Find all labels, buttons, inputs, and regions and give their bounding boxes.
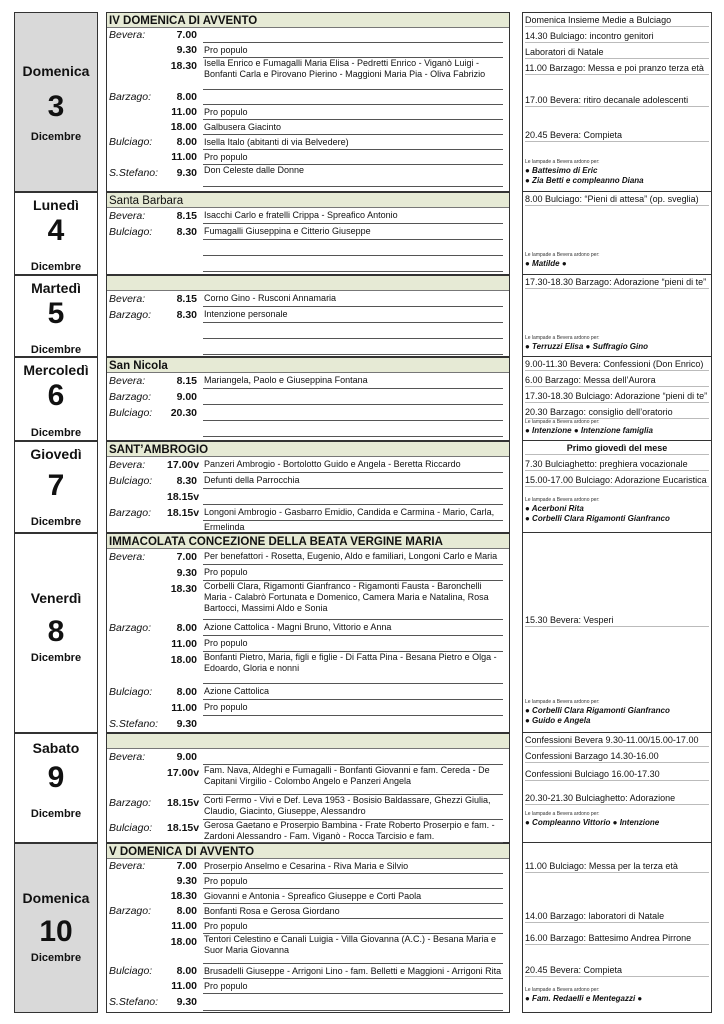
mass-time: 9.30 bbox=[176, 167, 197, 179]
event-line: 20.45 Bevera: Compieta bbox=[525, 965, 709, 977]
mass-row bbox=[107, 489, 509, 505]
feast-title: V DOMENICA DI AVVENTO bbox=[107, 843, 509, 859]
mass-intention: Azione Cattolica bbox=[203, 684, 503, 700]
month-name: Dicembre bbox=[30, 131, 82, 143]
day-header bbox=[14, 192, 98, 275]
mass-time: 18.00 bbox=[170, 654, 197, 666]
mass-intention bbox=[203, 994, 503, 1011]
mass-row bbox=[107, 165, 509, 187]
mass-row bbox=[107, 795, 509, 820]
mass-time: 11.00 bbox=[171, 638, 197, 650]
mass-place: Bevera: bbox=[109, 860, 146, 872]
mass-place: Bevera: bbox=[109, 551, 146, 563]
event-line: 17.00 Bevera: ritiro decanale adolescenti bbox=[525, 95, 709, 107]
weekday-name: Domenica bbox=[22, 63, 90, 79]
mass-place: Bulciago: bbox=[109, 407, 153, 419]
events-column bbox=[522, 357, 712, 441]
feast-title bbox=[107, 275, 509, 291]
mass-row bbox=[107, 373, 509, 389]
masses-column bbox=[106, 843, 510, 1013]
mass-place: Bevera: bbox=[109, 459, 146, 471]
mass-time: 9.00 bbox=[176, 751, 197, 763]
mass-place: Bevera: bbox=[109, 293, 146, 305]
lamp-intention: ● Zia Betti e compleanno Diana bbox=[525, 176, 644, 185]
day-header bbox=[14, 733, 98, 843]
event-line: 17.30-18.30 Barzago: Adorazione “pieni di te” bbox=[525, 277, 709, 289]
day-number: 6 bbox=[47, 379, 65, 412]
mass-row bbox=[107, 120, 509, 135]
mass-time: 18.00 bbox=[170, 121, 197, 133]
mass-row bbox=[107, 135, 509, 150]
mass-time: 9.30 bbox=[176, 718, 197, 730]
weekday-name: Giovedì bbox=[30, 446, 82, 462]
mass-place: Bulciago: bbox=[109, 226, 153, 238]
mass-intention: Gerosa Gaetano e Proserpio Bambina - Frate Roberto Proserpio e fam. - Zardoni Alessandro - Fam. Viganò - Rocca Tarcisio e fam. bbox=[203, 820, 503, 843]
event-line: Confessioni Barzago 14.30-16.00 bbox=[525, 751, 709, 763]
weekday-name: Martedì bbox=[31, 280, 81, 296]
day-number: 4 bbox=[47, 214, 65, 247]
lamp-intention: ● Intenzione ● Intenzione famiglia bbox=[525, 426, 653, 435]
mass-time: 9.30 bbox=[176, 567, 197, 579]
mass-intention bbox=[203, 90, 503, 105]
mass-intention: Pro populo bbox=[203, 700, 503, 716]
mass-intention: Isella Italo (abitanti di via Belvedere) bbox=[203, 135, 503, 150]
mass-time: 11.00 bbox=[171, 151, 197, 163]
mass-intention: Per benefattori - Rosetta, Eugenio, Aldo e familiari, Longoni Carlo e Maria bbox=[203, 549, 503, 565]
event-line: 16.00 Barzago: Battesimo Andrea Pirrone bbox=[525, 933, 709, 945]
mass-intention: Pro populo bbox=[203, 919, 503, 934]
mass-row bbox=[107, 224, 509, 240]
month-name: Dicembre bbox=[30, 344, 82, 356]
mass-intention bbox=[203, 240, 503, 256]
event-line: 6.00 Barzago: Messa dell’Aurora bbox=[525, 375, 709, 387]
events-column bbox=[522, 192, 712, 275]
mass-intention bbox=[203, 339, 503, 355]
lamp-note: Le lampade a Bevera ardono per: bbox=[525, 335, 600, 341]
mass-time: 8.15 bbox=[176, 210, 197, 222]
mass-intention: Giovanni e Antonia - Spreafico Giuseppe e Corti Paola bbox=[203, 889, 503, 904]
lamp-intention: ● Matilde ● bbox=[525, 259, 567, 268]
mass-place: Bevera: bbox=[109, 375, 146, 387]
event-line: 20.45 Bevera: Compieta bbox=[525, 130, 709, 142]
mass-place: Barzago: bbox=[109, 91, 152, 103]
mass-time: 9.00 bbox=[176, 391, 197, 403]
mass-intention: Corti Fermo - Vivi e Def. Leva 1953 - Bosisio Baldassare, Ghezzi Giulia, Claudio, Giacinto, Giuseppe, Alessandro bbox=[203, 795, 503, 820]
lamp-intention: ● Acerboni Rita bbox=[525, 504, 584, 513]
mass-row bbox=[107, 919, 509, 934]
mass-row bbox=[107, 291, 509, 307]
mass-time: 18.15v bbox=[167, 822, 200, 834]
events-column bbox=[522, 733, 712, 843]
mass-time: 8.30 bbox=[176, 309, 197, 321]
mass-intention: Pro populo bbox=[203, 150, 503, 165]
mass-intention: Intenzione personale bbox=[203, 307, 503, 323]
mass-time: 11.00 bbox=[171, 980, 197, 992]
events-column bbox=[522, 843, 712, 1013]
mass-intention: Pro populo bbox=[203, 565, 503, 581]
mass-time: 9.30 bbox=[176, 44, 197, 56]
event-line: Laboratori di Natale bbox=[525, 47, 709, 59]
mass-intention: Mariangela, Paolo e Giuseppina Fontana bbox=[203, 373, 503, 389]
mass-place: Bevera: bbox=[109, 751, 146, 763]
lamp-note: Le lampade a Bevera ardono per: bbox=[525, 252, 600, 258]
lamp-intention: ● Battesimo di Eric bbox=[525, 166, 598, 175]
event-line: Domenica Insieme Medie a Bulciago bbox=[525, 15, 709, 27]
day-number: 7 bbox=[47, 469, 65, 502]
events-column bbox=[522, 533, 712, 733]
day-number: 9 bbox=[47, 761, 65, 794]
day-block bbox=[14, 192, 712, 275]
event-line: 7.30 Bulciaghetto: preghiera vocazionale bbox=[525, 459, 709, 471]
mass-row bbox=[107, 934, 509, 964]
mass-row bbox=[107, 505, 509, 532]
event-line: 20.30 Barzago: consiglio dell’oratorio bbox=[525, 407, 709, 419]
weekday-name: Lunedì bbox=[33, 197, 79, 213]
mass-intention: Corno Gino - Rusconi Annamaria bbox=[203, 291, 503, 307]
mass-row bbox=[107, 749, 509, 765]
mass-intention: Pro populo bbox=[203, 105, 503, 120]
lamp-note: Le lampade a Bevera ardono per: bbox=[525, 497, 600, 503]
mass-intention: Corbelli Clara, Rigamonti Gianfranco - Rigamonti Fausta - Baronchelli Maria - Calabrò Fortunata e Domenico, Camera Maria e Natalina, Rosa Bartocci, Massimi Aldo e Sonia bbox=[203, 581, 503, 620]
mass-time: 8.00 bbox=[176, 622, 197, 634]
mass-intention: Pro populo bbox=[203, 874, 503, 889]
event-line: 15.30 Bevera: Vesperi bbox=[525, 615, 709, 627]
events-column bbox=[522, 12, 712, 192]
mass-intention bbox=[203, 489, 503, 505]
month-name: Dicembre bbox=[30, 516, 82, 528]
mass-time: 18.15v bbox=[167, 507, 200, 519]
mass-intention bbox=[203, 749, 503, 765]
event-line: 8.00 Bulciago: “Pieni di attesa” (op. sveglia) bbox=[525, 194, 709, 206]
lamp-intention: ● Compleanno Vittorio ● Intenzione bbox=[525, 818, 660, 827]
masses-column bbox=[106, 733, 510, 843]
mass-place: Bevera: bbox=[109, 210, 146, 222]
mass-place: Bulciago: bbox=[109, 686, 153, 698]
event-line: 17.30-18.30 Bulciago: Adorazione “pieni di te” bbox=[525, 391, 708, 401]
masses-column bbox=[106, 441, 510, 533]
mass-row bbox=[107, 150, 509, 165]
day-block bbox=[14, 12, 712, 192]
mass-time: 18.30 bbox=[170, 60, 197, 72]
mass-intention bbox=[203, 28, 503, 43]
mass-row bbox=[107, 90, 509, 105]
weekday-name: Mercoledì bbox=[23, 362, 89, 378]
mass-row bbox=[107, 565, 509, 581]
mass-row bbox=[107, 652, 509, 684]
event-line: 11.00 Barzago: Messa e poi pranzo terza età bbox=[525, 63, 709, 75]
mass-intention: Isacchi Carlo e fratelli Crippa - Spreafico Antonio bbox=[203, 208, 503, 224]
lamp-note: Le lampade a Bevera ardono per: bbox=[525, 419, 600, 425]
month-name: Dicembre bbox=[30, 652, 82, 664]
mass-row bbox=[107, 389, 509, 405]
mass-time: 17.00v bbox=[167, 767, 200, 779]
mass-intention bbox=[203, 421, 503, 437]
lamp-note: Le lampade a Bevera ardono per: bbox=[525, 987, 600, 993]
day-number: 8 bbox=[47, 615, 65, 648]
day-header bbox=[14, 275, 98, 357]
mass-intention: Bonfanti Rosa e Gerosa Giordano bbox=[203, 904, 503, 919]
masses-column bbox=[106, 192, 510, 275]
mass-row bbox=[107, 323, 509, 339]
day-header bbox=[14, 843, 98, 1013]
mass-intention: Don Celeste dalle Donne bbox=[203, 165, 503, 187]
mass-time: 9.30 bbox=[176, 996, 197, 1008]
mass-place: Bulciago: bbox=[109, 965, 153, 977]
feast-title: IMMACOLATA CONCEZIONE DELLA BEATA VERGINE MARIA bbox=[107, 533, 509, 549]
month-name: Dicembre bbox=[30, 808, 82, 820]
mass-time: 17.00v bbox=[167, 459, 200, 471]
mass-time: 8.30 bbox=[176, 226, 197, 238]
mass-row bbox=[107, 620, 509, 636]
feast-title: San Nicola bbox=[107, 357, 509, 373]
mass-row bbox=[107, 457, 509, 473]
mass-row bbox=[107, 208, 509, 224]
mass-time: 8.00 bbox=[176, 965, 197, 977]
day-block bbox=[14, 357, 712, 441]
month-name: Dicembre bbox=[30, 261, 82, 273]
event-line: Primo giovedì del mese bbox=[525, 443, 709, 455]
mass-place: Barzago: bbox=[109, 797, 152, 809]
mass-time: 18.15v bbox=[167, 491, 200, 503]
event-line: 15.00-17.00 Bulciago: Adorazione Eucaristica bbox=[525, 475, 709, 487]
mass-time: 11.00 bbox=[171, 106, 197, 118]
mass-row bbox=[107, 307, 509, 323]
masses-column bbox=[106, 12, 510, 192]
mass-place: Barzago: bbox=[109, 507, 152, 519]
mass-intention: Bonfanti Pietro, Maria, figli e figlie - Di Fatta Pina - Besana Pietro e Olga - Edoardo, Gloria e nonni bbox=[203, 652, 503, 684]
masses-column bbox=[106, 357, 510, 441]
mass-time: 7.00 bbox=[176, 860, 197, 872]
lamp-intention: ● Terruzzi Elisa ● Suffragio Gino bbox=[525, 342, 649, 351]
event-line: Confessioni Bevera 9.30-11.00/15.00-17.00 bbox=[525, 735, 709, 747]
event-line: Confessioni Bulciago 16.00-17.30 bbox=[525, 769, 709, 781]
mass-intention: Tentori Celestino e Canali Luigia - Villa Giovanna (A.C.) - Besana Maria e Suor Maria Giovanna bbox=[203, 934, 503, 964]
mass-intention: Defunti della Parrocchia bbox=[203, 473, 503, 489]
mass-row bbox=[107, 994, 509, 1011]
mass-place: Bulciago: bbox=[109, 136, 153, 148]
mass-intention: Azione Cattolica - Magni Bruno, Vittorio e Anna bbox=[203, 620, 503, 636]
mass-place: S.Stefano: bbox=[109, 167, 159, 179]
mass-time: 18.00 bbox=[170, 936, 197, 948]
feast-title: SANT’AMBROGIO bbox=[107, 441, 509, 457]
lamp-intention: ● Corbelli Clara Rigamonti Gianfranco bbox=[525, 514, 670, 523]
mass-time: 8.00 bbox=[176, 136, 197, 148]
masses-column bbox=[106, 275, 510, 357]
mass-intention: Fumagalli Giuseppina e Citterio Giuseppe bbox=[203, 224, 503, 240]
events-column bbox=[522, 275, 712, 357]
day-block bbox=[14, 843, 712, 1013]
mass-row bbox=[107, 820, 509, 843]
day-number: 3 bbox=[47, 90, 65, 123]
mass-intention bbox=[203, 405, 503, 421]
mass-row bbox=[107, 684, 509, 700]
mass-time: 8.00 bbox=[176, 905, 197, 917]
mass-row bbox=[107, 581, 509, 620]
mass-row bbox=[107, 405, 509, 421]
day-number: 10 bbox=[39, 915, 73, 948]
weekday-name: Venerdì bbox=[30, 590, 82, 606]
mass-row bbox=[107, 765, 509, 795]
mass-intention bbox=[203, 256, 503, 272]
mass-time: 11.00 bbox=[171, 920, 197, 932]
mass-intention: Brusadelli Giuseppe - Arrigoni Lino - fam. Belletti e Maggioni - Arrigoni Rita bbox=[203, 964, 503, 979]
weekday-name: Sabato bbox=[32, 740, 80, 756]
day-block bbox=[14, 441, 712, 533]
mass-row bbox=[107, 979, 509, 994]
mass-intention: Panzeri Ambrogio - Bortolotto Guido e Angela - Beretta Riccardo bbox=[203, 457, 503, 473]
event-line: 14.30 Bulciago: incontro genitori bbox=[525, 31, 709, 43]
masses-column bbox=[106, 533, 510, 733]
lamp-intention: ● Guido e Angela bbox=[525, 716, 591, 725]
mass-intention bbox=[203, 323, 503, 339]
day-block bbox=[14, 533, 712, 733]
day-number: 5 bbox=[47, 297, 65, 330]
mass-time: 11.00 bbox=[171, 702, 197, 714]
mass-time: 18.30 bbox=[170, 583, 197, 595]
day-block bbox=[14, 275, 712, 357]
lamp-intention: ● Fam. Redaelli e Mentegazzi ● bbox=[525, 994, 643, 1003]
mass-time: 7.00 bbox=[176, 29, 197, 41]
mass-intention: Isella Enrico e Fumagalli Maria Elisa - Pedretti Enrico - Viganò Luigi - Bonfanti Carla e Pirovano Pierino - Maggioni Maria Pia - Oliva Fabrizio bbox=[203, 58, 503, 90]
mass-row bbox=[107, 964, 509, 979]
mass-time: 7.00 bbox=[176, 551, 197, 563]
mass-row bbox=[107, 421, 509, 437]
mass-time: 18.15v bbox=[167, 797, 200, 809]
events-column bbox=[522, 441, 712, 533]
mass-place: Bevera: bbox=[109, 29, 146, 41]
lamp-intention: ● Corbelli Clara Rigamonti Gianfranco bbox=[525, 706, 670, 715]
lamp-note: Le lampade a Bevera ardono per: bbox=[525, 159, 600, 165]
mass-intention: Pro populo bbox=[203, 636, 503, 652]
mass-row bbox=[107, 889, 509, 904]
mass-row bbox=[107, 636, 509, 652]
day-header bbox=[14, 533, 98, 733]
mass-intention bbox=[203, 389, 503, 405]
mass-time: 8.00 bbox=[176, 686, 197, 698]
mass-intention: Longoni Ambrogio - Gasbarro Emidio, Candida e Carmina - Mario, Carla, Ermelinda bbox=[203, 505, 503, 521]
mass-row bbox=[107, 339, 509, 355]
mass-place: Barzago: bbox=[109, 391, 152, 403]
mass-row bbox=[107, 43, 509, 58]
mass-row bbox=[107, 700, 509, 716]
mass-time: 8.00 bbox=[176, 91, 197, 103]
event-line: 14.00 Barzago: laboratori di Natale bbox=[525, 911, 709, 923]
mass-place: Bulciago: bbox=[109, 822, 153, 834]
mass-time: 20.30 bbox=[170, 407, 197, 419]
mass-row bbox=[107, 28, 509, 43]
day-header bbox=[14, 441, 98, 533]
mass-intention: Pro populo bbox=[203, 43, 503, 58]
day-header bbox=[14, 12, 98, 192]
mass-row bbox=[107, 859, 509, 874]
day-header bbox=[14, 357, 98, 441]
mass-intention: Pro populo bbox=[203, 979, 503, 994]
lamp-note: Le lampade a Bevera ardono per: bbox=[525, 699, 600, 705]
mass-place: Bulciago: bbox=[109, 475, 153, 487]
mass-intention: Proserpio Anselmo e Cesarina - Riva Maria e Silvio bbox=[203, 859, 503, 874]
month-name: Dicembre bbox=[30, 952, 82, 964]
mass-row bbox=[107, 256, 509, 272]
feast-title bbox=[107, 733, 509, 749]
lamp-note: Le lampade a Bevera ardono per: bbox=[525, 811, 600, 817]
feast-title: Santa Barbara bbox=[107, 192, 509, 208]
mass-time: 8.15 bbox=[176, 375, 197, 387]
mass-row bbox=[107, 549, 509, 565]
mass-row bbox=[107, 240, 509, 256]
mass-place: S.Stefano: bbox=[109, 718, 159, 730]
mass-row bbox=[107, 473, 509, 489]
event-line: 20.30-21.30 Bulciaghetto: Adorazione bbox=[525, 793, 709, 805]
mass-time: 8.15 bbox=[176, 293, 197, 305]
mass-intention: Galbusera Giacinto bbox=[203, 120, 503, 135]
feast-title: IV DOMENICA DI AVVENTO bbox=[107, 12, 509, 28]
mass-place: Barzago: bbox=[109, 309, 152, 321]
weekday-name: Domenica bbox=[22, 890, 90, 906]
mass-place: Barzago: bbox=[109, 905, 152, 917]
mass-intention: Fam. Nava, Aldeghi e Fumagalli - Bonfanti Giovanni e fam. Cereda - De Capitani Virgilio - Colombo Angelo e Panzeri Angela bbox=[203, 765, 503, 795]
mass-time: 18.30 bbox=[170, 890, 197, 902]
month-name: Dicembre bbox=[30, 427, 82, 439]
mass-place: Barzago: bbox=[109, 622, 152, 634]
mass-time: 9.30 bbox=[176, 875, 197, 887]
day-block bbox=[14, 733, 712, 843]
mass-row bbox=[107, 904, 509, 919]
mass-time: 8.30 bbox=[176, 475, 197, 487]
event-line: 11.00 Bulciago: Messa per la terza età bbox=[525, 861, 709, 873]
mass-place: S.Stefano: bbox=[109, 996, 159, 1008]
event-line: 9.00-11.30 Bevera: Confessioni (Don Enrico) bbox=[525, 359, 709, 371]
mass-row bbox=[107, 105, 509, 120]
mass-row bbox=[107, 58, 509, 90]
mass-row bbox=[107, 874, 509, 889]
